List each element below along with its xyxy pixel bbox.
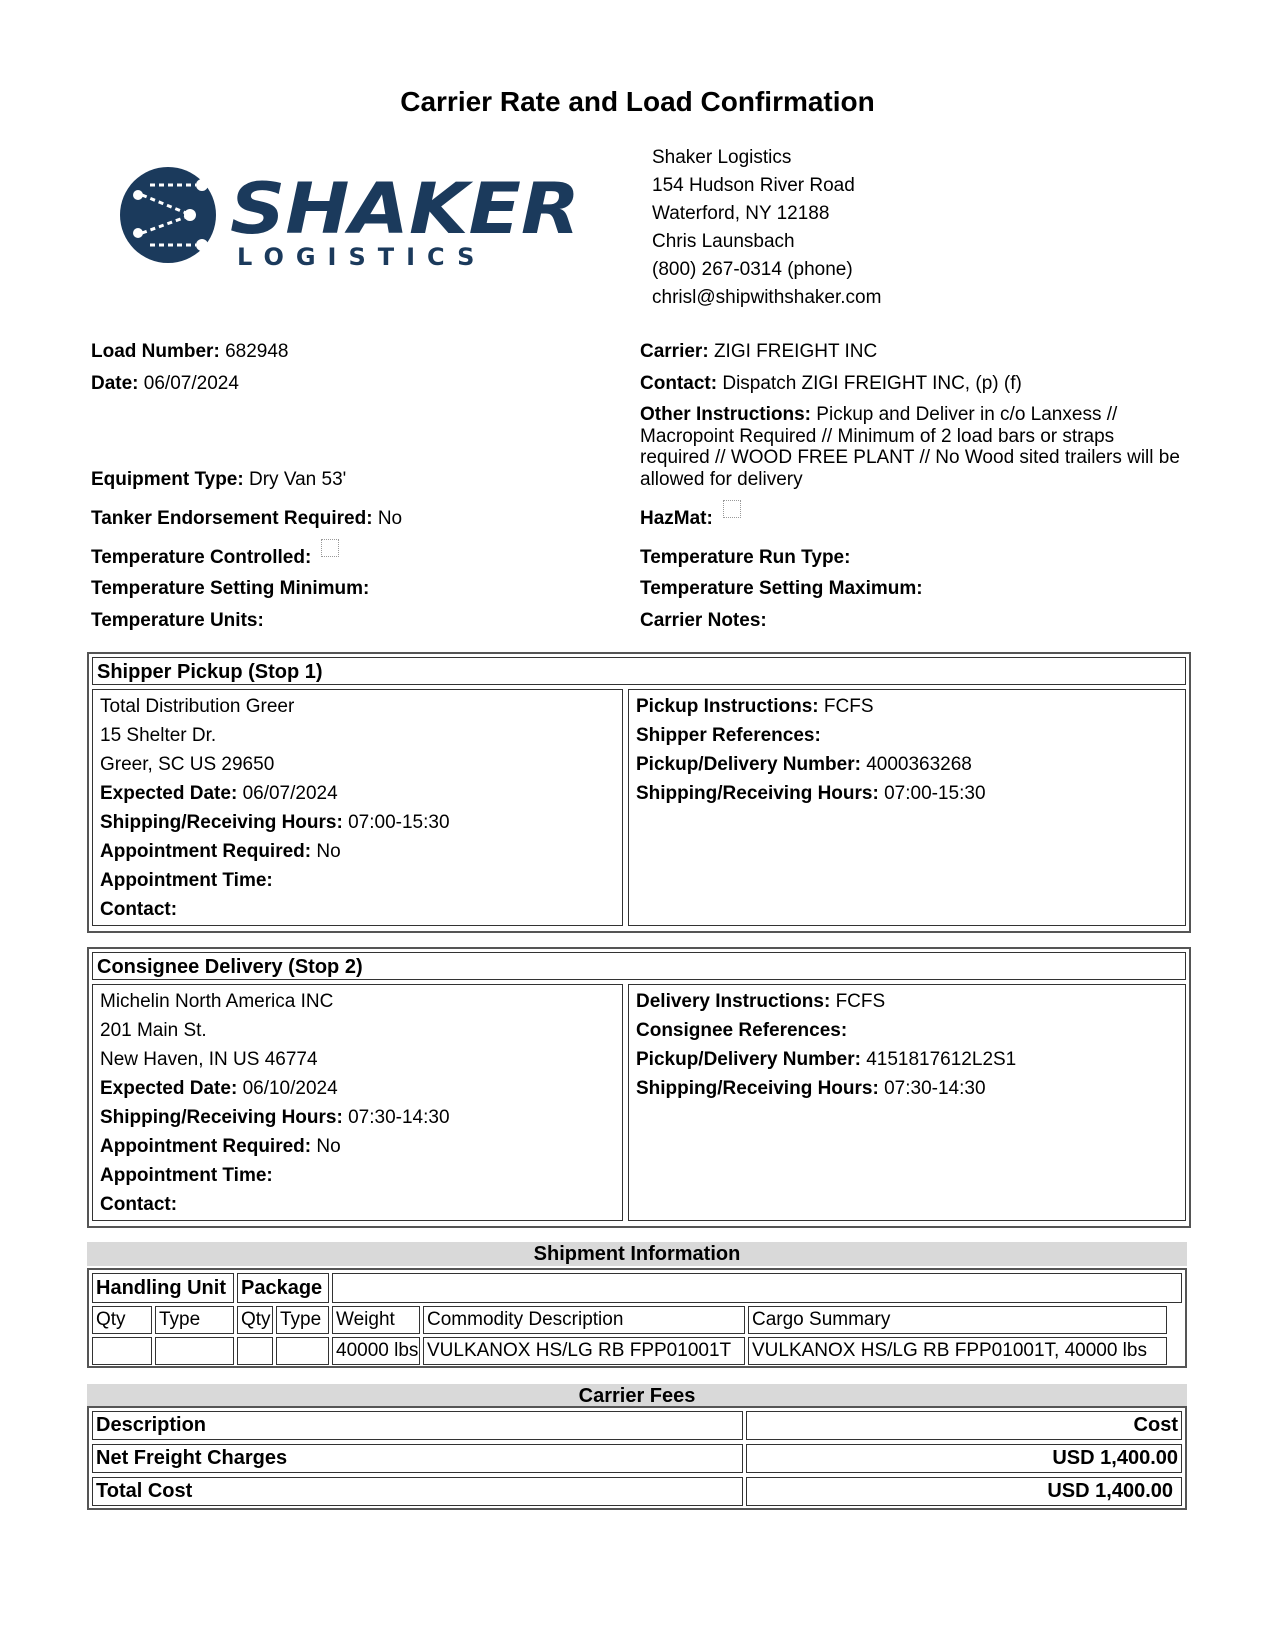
shipper-name: Total Distribution Greer: [100, 696, 295, 717]
consignee-name: Michelin North America INC: [100, 991, 334, 1012]
shipper-address-panel: [92, 689, 623, 926]
carrier-fees-table: [87, 1406, 1187, 1510]
shaker-logistics-logo: [120, 165, 610, 285]
company-city: Waterford, NY 12188: [652, 203, 830, 224]
equipment-type-value: Dry Van 53': [249, 469, 347, 490]
carrier-fees-title: Carrier Fees: [87, 1384, 1187, 1408]
contact-field: Contact: Dispatch ZIGI FREIGHT INC, (p) (f): [640, 373, 1022, 394]
consignee-appointment-time: Appointment Time:: [100, 1165, 273, 1186]
cell-weight: 40000 lbs: [332, 1337, 420, 1365]
column-header-pkg-type: Type: [276, 1306, 329, 1334]
fee-row-desc: Net Freight Charges: [92, 1444, 743, 1473]
hazmat-checkbox[interactable]: [723, 500, 741, 518]
date-value: 06/07/2024: [143, 373, 239, 394]
shipper-instructions-panel: [628, 689, 1186, 926]
temperature-controlled-checkbox[interactable]: [321, 539, 339, 557]
load-number-value: 682948: [225, 341, 289, 362]
company-street: 154 Hudson River Road: [652, 175, 855, 196]
column-header-commodity: Commodity Description: [423, 1306, 745, 1334]
fee-total-desc: Total Cost: [92, 1477, 743, 1506]
shipper-hours: Shipping/Receiving Hours: 07:00-15:30: [100, 812, 450, 833]
shipment-table: [87, 1268, 1187, 1368]
shipper-appointment-required: Appointment Required: No: [100, 841, 341, 862]
load-number-field: Load Number: 682948: [91, 341, 289, 362]
shipper-street: 15 Shelter Dr.: [100, 725, 217, 746]
carrier-value: ZIGI FREIGHT INC: [713, 341, 878, 362]
cell-pkg-qty: [237, 1337, 273, 1365]
consignee-references: Consignee References:: [636, 1020, 848, 1041]
fee-row-cost: USD 1,400.00: [746, 1444, 1182, 1473]
company-name: Shaker Logistics: [652, 147, 792, 168]
consignee-street: 201 Main St.: [100, 1020, 207, 1041]
date-field: Date: 06/07/2024: [91, 373, 239, 394]
fee-total-cost: USD 1,400.00: [746, 1477, 1182, 1506]
cell-commodity: VULKANOX HS/LG RB FPP01001T: [423, 1337, 745, 1365]
column-header-pkg-qty: Qty: [237, 1306, 273, 1334]
column-header-hu-qty: Qty: [92, 1306, 152, 1334]
company-email[interactable]: chrisl@shipwithshaker.com: [652, 287, 882, 308]
shipper-pickup-section: [87, 652, 1191, 933]
column-header-hu-type: Type: [155, 1306, 234, 1334]
fee-description-header: Description: [92, 1411, 743, 1440]
shipper-expected-date: Expected Date: 06/07/2024: [100, 783, 338, 804]
consignee-expected-date: Expected Date: 06/10/2024: [100, 1078, 338, 1099]
contact-value: Dispatch ZIGI FREIGHT INC, (p) (f): [722, 373, 1022, 394]
temperature-units-field: Temperature Units:: [91, 610, 264, 631]
logo-tagline: LOGISTICS: [237, 243, 487, 271]
other-instructions-value: Pickup and Deliver in c/o Lanxess // Macropoint Required // Minimum of 2 load bars or straps required // WOOD FREE PLANT // No Wood sited trailers will be allowed for delivery: [640, 404, 1180, 490]
shipment-information-title: Shipment Information: [87, 1242, 1187, 1266]
consignee-receiving-hours: Shipping/Receiving Hours: 07:30-14:30: [636, 1078, 986, 1099]
cell-cargo-summary: VULKANOX HS/LG RB FPP01001T, 40000 lbs: [748, 1337, 1167, 1365]
tanker-endorsement-field: Tanker Endorsement Required: No: [91, 508, 403, 529]
company-address-block: [652, 144, 881, 312]
shipper-pickup-delivery-number: Pickup/Delivery Number: 4000363268: [636, 754, 972, 775]
temperature-min-field: Temperature Setting Minimum:: [91, 578, 370, 599]
fee-cost-header: Cost: [746, 1411, 1182, 1440]
cell-hu-type: [155, 1337, 234, 1365]
shipper-city: Greer, SC US 29650: [100, 754, 275, 775]
package-header: Package: [237, 1273, 329, 1303]
consignee-delivery-header: Consignee Delivery (Stop 2): [92, 952, 1186, 980]
shipper-pickup-header: Shipper Pickup (Stop 1): [92, 657, 1186, 685]
consignee-city: New Haven, IN US 46774: [100, 1049, 318, 1070]
consignee-pickup-delivery-number: Pickup/Delivery Number: 4151817612L2S1: [636, 1049, 1017, 1070]
other-instructions-field: Other Instructions: Pickup and Deliver in c/o Lanxess // Macropoint Required // Minimum of 2 load bars or straps required // WOOD FREE PLANT // No Wood sited trailers will be allowed for delivery: [640, 404, 1180, 490]
tanker-endorsement-value: No: [377, 508, 403, 529]
carrier-notes-field: Carrier Notes:: [640, 610, 767, 631]
hazmat-field: HazMat:: [640, 508, 741, 530]
shipper-references: Shipper References:: [636, 725, 821, 746]
consignee-instructions-panel: [628, 984, 1186, 1221]
consignee-contact: Contact:: [100, 1194, 178, 1215]
consignee-delivery-section: [87, 947, 1191, 1228]
company-contact-name: Chris Launsbach: [652, 231, 795, 252]
delivery-instructions: Delivery Instructions: FCFS: [636, 991, 886, 1012]
logo-wordmark: SHAKER: [230, 168, 580, 250]
shipper-receiving-hours: Shipping/Receiving Hours: 07:00-15:30: [636, 783, 986, 804]
equipment-type-field: Equipment Type: Dry Van 53': [91, 469, 347, 490]
column-header-weight: Weight: [332, 1306, 420, 1334]
temperature-max-field: Temperature Setting Maximum:: [640, 578, 923, 599]
temperature-run-type-field: Temperature Run Type:: [640, 547, 851, 568]
company-phone: (800) 267-0314 (phone): [652, 259, 853, 280]
consignee-appointment-required: Appointment Required: No: [100, 1136, 341, 1157]
shipper-appointment-time: Appointment Time:: [100, 870, 273, 891]
column-header-cargo-summary: Cargo Summary: [748, 1306, 1167, 1334]
blank-group-header: [332, 1273, 1182, 1303]
handling-unit-header: Handling Unit: [92, 1273, 234, 1303]
carrier-field: Carrier: ZIGI FREIGHT INC: [640, 341, 878, 362]
shipper-contact: Contact:: [100, 899, 178, 920]
cell-pkg-type: [276, 1337, 329, 1365]
temperature-controlled-field: Temperature Controlled:: [91, 547, 339, 569]
consignee-hours: Shipping/Receiving Hours: 07:30-14:30: [100, 1107, 450, 1128]
consignee-address-panel: [92, 984, 623, 1221]
cell-hu-qty: [92, 1337, 152, 1365]
document-title: Carrier Rate and Load Confirmation: [400, 86, 875, 117]
pickup-instructions: Pickup Instructions: FCFS: [636, 696, 874, 717]
